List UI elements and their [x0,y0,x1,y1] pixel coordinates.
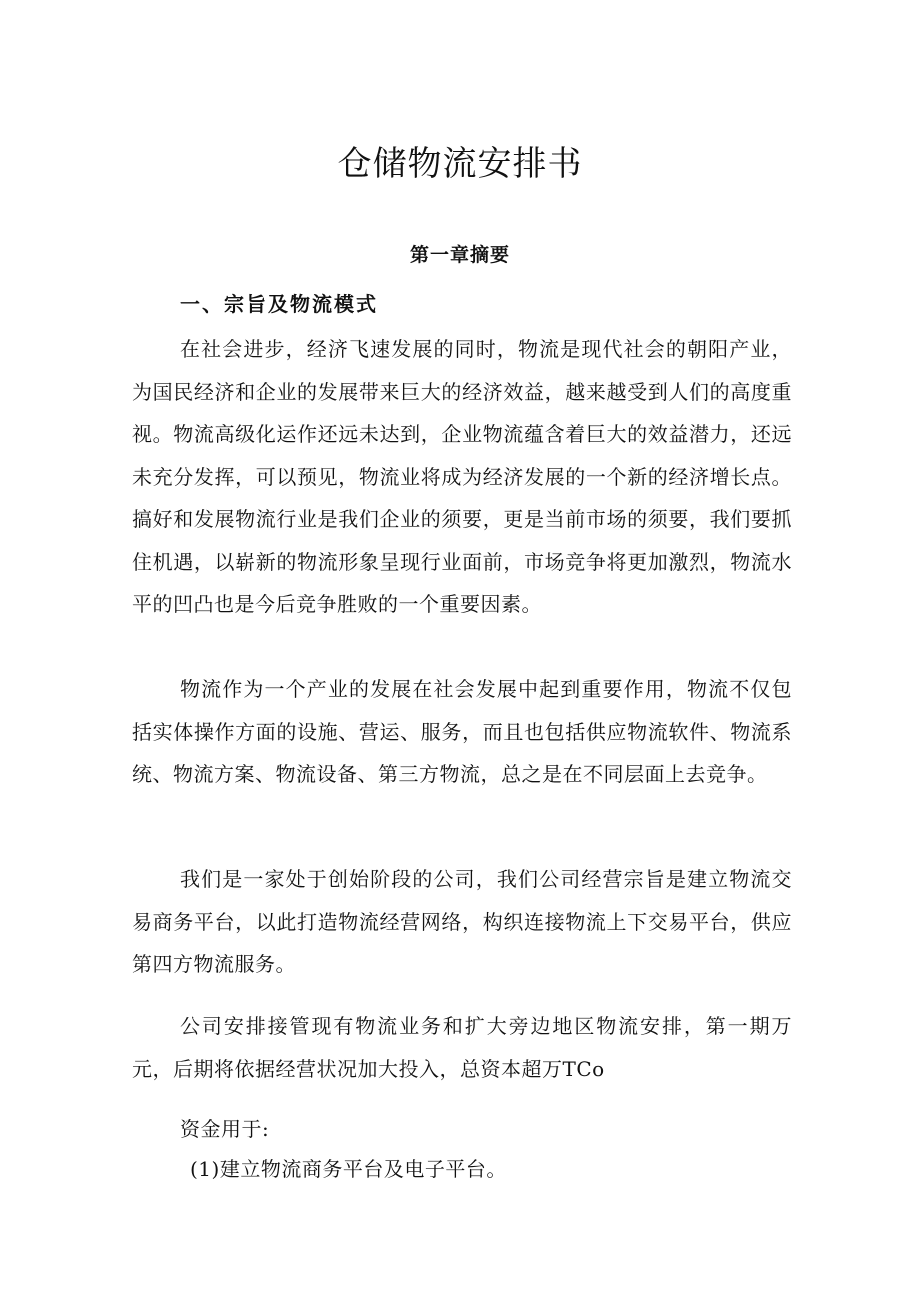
chapter-heading: 第一章摘要 [409,244,510,266]
paragraph-3: 我们是一家处于创始阶段的公司，我们公司经营宗旨是建立物流交易商务平台，以此打造物流经营网络，构织连接物流上下交易平台，供应第四方物流服务。 [132,867,792,976]
paragraph-1: 在社会进步，经济飞速发展的同时，物流是现代社会的朝阳产业，为国民经济和企业的发展带来巨大的经济效益，越来越受到人们的高度重视。物流高级化运作还远未达到，企业物流蕴含着巨大的效益潜力，还远未充分发挥，可以预见，物流业将成为经济发展的一个新的经济增长点。搞好和发展物流行业是我们企业的须要，更是当前市场的须要，我们要抓住机遇，以崭新的物流形象呈现行业面前，市场竞争将更加激烈，物流水平的凹凸也是今后竞争胜败的一个重要因素。 [132,337,792,616]
paragraph-2: 物流作为一个产业的发展在社会发展中起到重要作用，物流不仅包括实体操作方面的设施、营运、服务，而且也包括供应物流软件、物流系统、物流方案、物流设备、第三方物流，总之是在不同层面上去竞争。 [132,677,792,786]
document-title: 仓储物流安排书 [337,144,583,184]
paragraph-4: 公司安排接管现有物流业务和扩大旁边地区物流安排，第一期万元，后期将依据经营状况加大投入，总资本超万TCo [132,1014,792,1081]
list-item: (1)建立物流商务平台及电子平台。 [190,1157,507,1181]
paragraph-5: 资金用于: [180,1117,270,1141]
section-heading: 一、宗旨及物流模式 [180,292,378,316]
